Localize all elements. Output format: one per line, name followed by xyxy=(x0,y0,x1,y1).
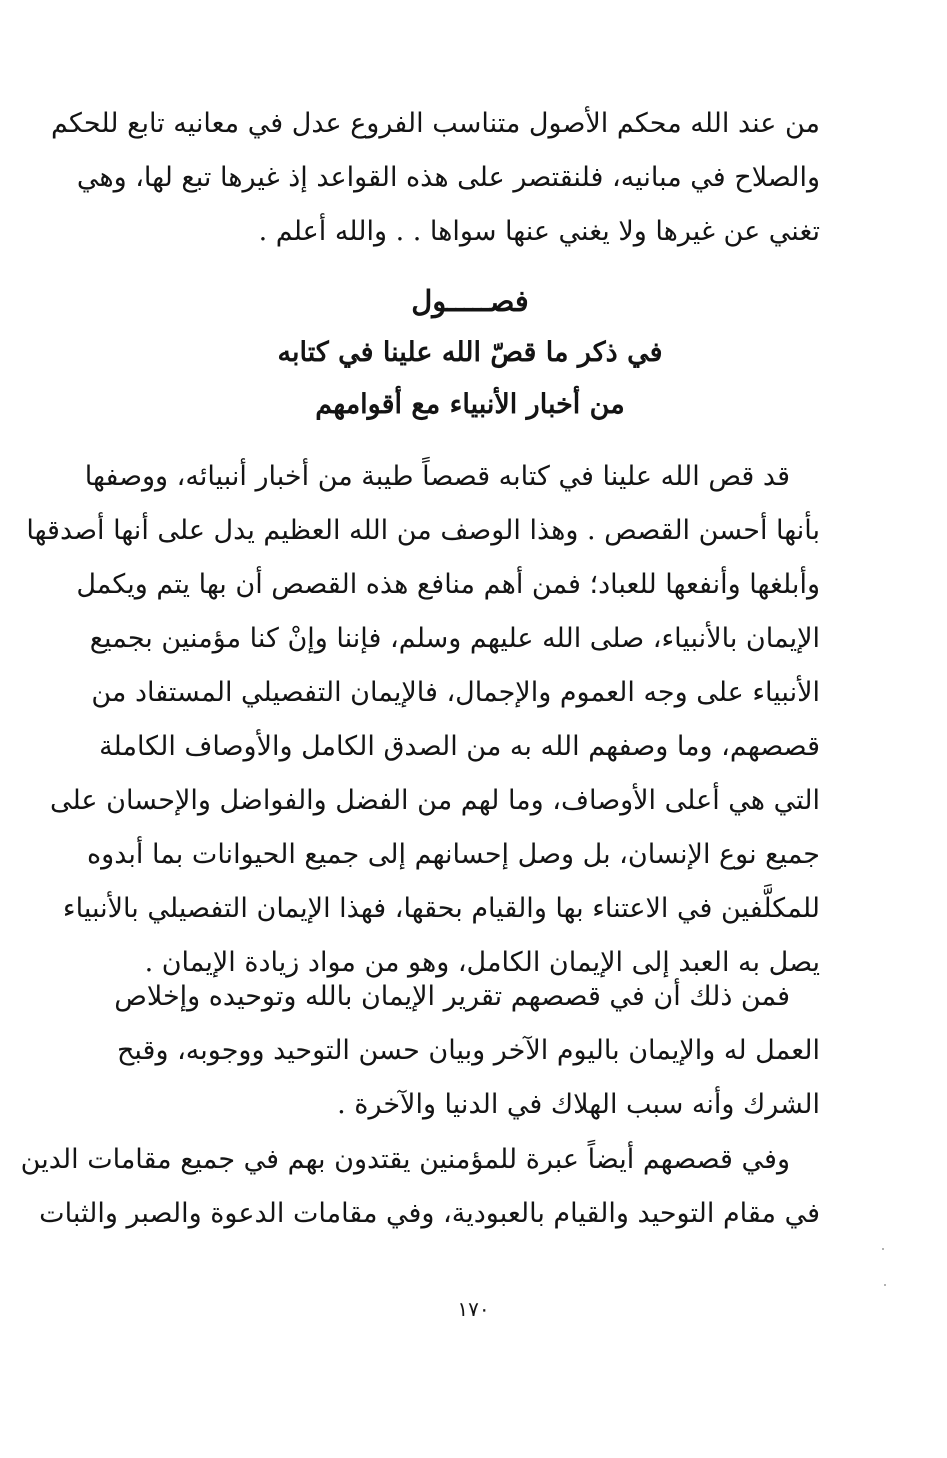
text-line: تغني عن غيرها ولا يغني عنها سواها . . والله أعلم . xyxy=(258,216,820,247)
text-line: من عند الله محكم الأصول متناسب الفروع عدل في معانيه تابع للحكم xyxy=(51,108,820,139)
text-line: في مقام التوحيد والقيام بالعبودية، وفي مقامات الدعوة والصبر والثبات xyxy=(39,1198,820,1229)
text-line: فمن ذلك أن في قصصهم تقرير الإيمان بالله وتوحيده وإخلاص xyxy=(114,981,790,1012)
scan-speck xyxy=(882,1248,884,1250)
page-number: ١٧٠ xyxy=(457,1297,490,1321)
section-subtitle-line: في ذكر ما قصّ الله علينا في كتابه xyxy=(277,337,663,368)
paragraph xyxy=(114,970,820,1132)
intro-paragraph xyxy=(51,97,820,259)
text-line: قصصهم، وما وصفهم الله به من الصدق الكامل والأوصاف الكاملة xyxy=(99,731,820,762)
text-line: العمل له والإيمان باليوم الآخر وبيان حسن التوحيد ووجوبه، وقبح xyxy=(116,1035,820,1066)
section-heading xyxy=(120,275,820,431)
text-line: قد قص الله علينا في كتابه قصصاً طيبة من أخبار أنبيائه، ووصفها xyxy=(84,461,790,492)
section-title: فصـــــول xyxy=(411,284,529,318)
text-line: يصل به العبد إلى الإيمان الكامل، وهو من مواد زيادة الإيمان . xyxy=(144,947,820,978)
text-line: جميع نوع الإنسان، بل وصل إحسانهم إلى جميع الحيوانات بما أبدوه xyxy=(87,839,820,870)
section-subtitle-line: من أخبار الأنبياء مع أقوامهم xyxy=(315,389,625,420)
text-line: الأنبياء على وجه العموم والإجمال، فالإيمان التفصيلي المستفاد من xyxy=(91,677,820,708)
text-line: والصلاح في مبانيه، فلنقتصر على هذه القواعد إذ غيرها تبع لها، وهي xyxy=(76,162,820,193)
text-line: الإيمان بالأنبياء، صلى الله عليهم وسلم، فإننا وإنْ كنا مؤمنين بجميع xyxy=(89,623,820,654)
scan-speck xyxy=(884,1284,886,1286)
text-line: للمكلَّفين في الاعتناء بها والقيام بحقها، فهذا الإيمان التفصيلي بالأنبياء xyxy=(62,893,820,924)
text-line: بأنها أحسن القصص . وهذا الوصف من الله العظيم يدل على أنها أصدقها xyxy=(26,515,820,546)
text-line: وأبلغها وأنفعها للعباد؛ فمن أهم منافع هذه القصص أن بها يتم ويكمل xyxy=(76,569,820,600)
text-line: التي هي أعلى الأوصاف، وما لهم من الفضل والفواضل والإحسان على xyxy=(49,785,820,816)
paragraph xyxy=(20,1133,820,1241)
text-line: الشرك وأنه سبب الهلاك في الدنيا والآخرة . xyxy=(337,1089,820,1120)
paragraph xyxy=(26,450,820,990)
text-line: وفي قصصهم أيضاً عبرة للمؤمنين يقتدون بهم في جميع مقامات الدين xyxy=(20,1144,790,1175)
